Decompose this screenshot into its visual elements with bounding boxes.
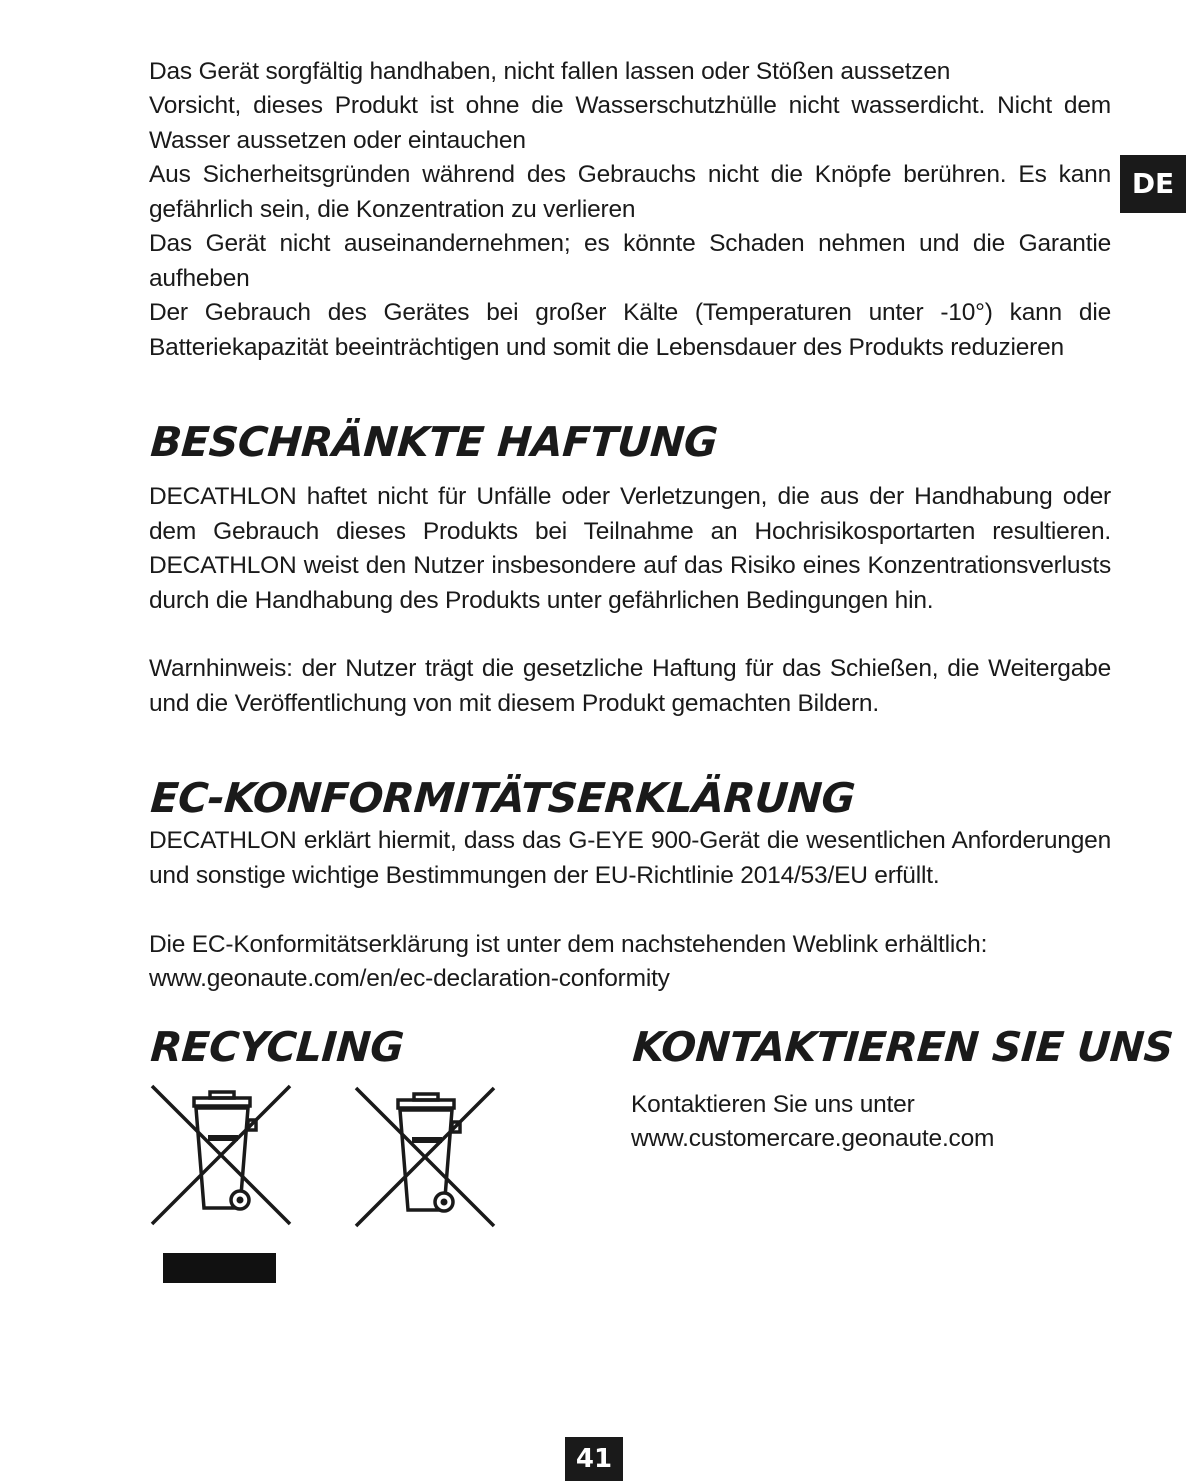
crossed-out-wheelie-bin-icon <box>146 1080 296 1230</box>
liability-paragraph-1: DECATHLON haftet nicht für Unfälle oder Verletzungen, die aus der Handhabung oder dem Gebrauch dieses Produkts bei Teilnahme an Hochrisikosportarten resultieren. DECATHLON weist den Nutzer insbesondere auf das Risiko eines Konzentrationsverlusts durch die Handhabung des Produkts unter gefährlichen Bedingungen hin. <box>149 483 1111 614</box>
conformity-line-1: Die EC-Konformitätserklärung ist unter dem nachstehenden Weblink erhältlich: <box>149 931 988 958</box>
contact-link[interactable]: www.customercare.geonaute.com <box>631 1125 995 1152</box>
safety-line-2: Vorsicht, dieses Produkt ist ohne die Wasserschutzhülle nicht wasserdicht. Nicht dem Wasser aussetzen oder eintauchen <box>149 92 1111 154</box>
recycling-heading: RECYCLING <box>149 1023 406 1071</box>
contact-heading: KONTAKTIEREN SIE UNS <box>631 1023 1175 1071</box>
language-tab: DE <box>1120 155 1186 213</box>
conformity-link[interactable]: www.geonaute.com/en/ec-declaration-conformity <box>149 965 670 992</box>
separate-collection-bar <box>163 1253 276 1283</box>
safety-line-1: Das Gerät sorgfältig handhaben, nicht fallen lassen oder Stößen aussetzen <box>149 58 951 85</box>
crossed-out-wheelie-bin-icon <box>350 1082 500 1232</box>
contact-line: Kontaktieren Sie uns unter <box>631 1091 915 1118</box>
safety-line-4: Das Gerät nicht auseinandernehmen; es könnte Schaden nehmen und die Garantie aufheben <box>149 230 1111 292</box>
liability-heading: BESCHRÄNKTE HAFTUNG <box>149 418 719 466</box>
liability-paragraph-2: Warnhinweis: der Nutzer trägt die gesetzliche Haftung für das Schießen, die Weitergabe und die Veröffentlichung von mit diesem Produkt gemachten Bildern. <box>149 655 1111 717</box>
safety-line-3: Aus Sicherheitsgründen während des Gebrauchs nicht die Knöpfe berühren. Es kann gefährlich sein, die Konzentration zu verlieren <box>149 161 1111 223</box>
conformity-paragraph-1: DECATHLON erklärt hiermit, dass das G-EYE 900-Gerät die wesentlichen Anforderungen und sonstige wichtige Bestimmungen der EU-Richtlinie 2014/53/EU erfüllt. <box>149 827 1111 889</box>
safety-line-5: Der Gebrauch des Gerätes bei großer Kälte (Temperaturen unter -10°) kann die Batteriekapazität beeinträchtigen und somit die Lebensdauer des Produkts reduzieren <box>149 299 1111 361</box>
conformity-heading: EC-KONFORMITÄTSERKLÄRUNG <box>149 774 857 822</box>
page-number: 41 <box>565 1437 623 1481</box>
